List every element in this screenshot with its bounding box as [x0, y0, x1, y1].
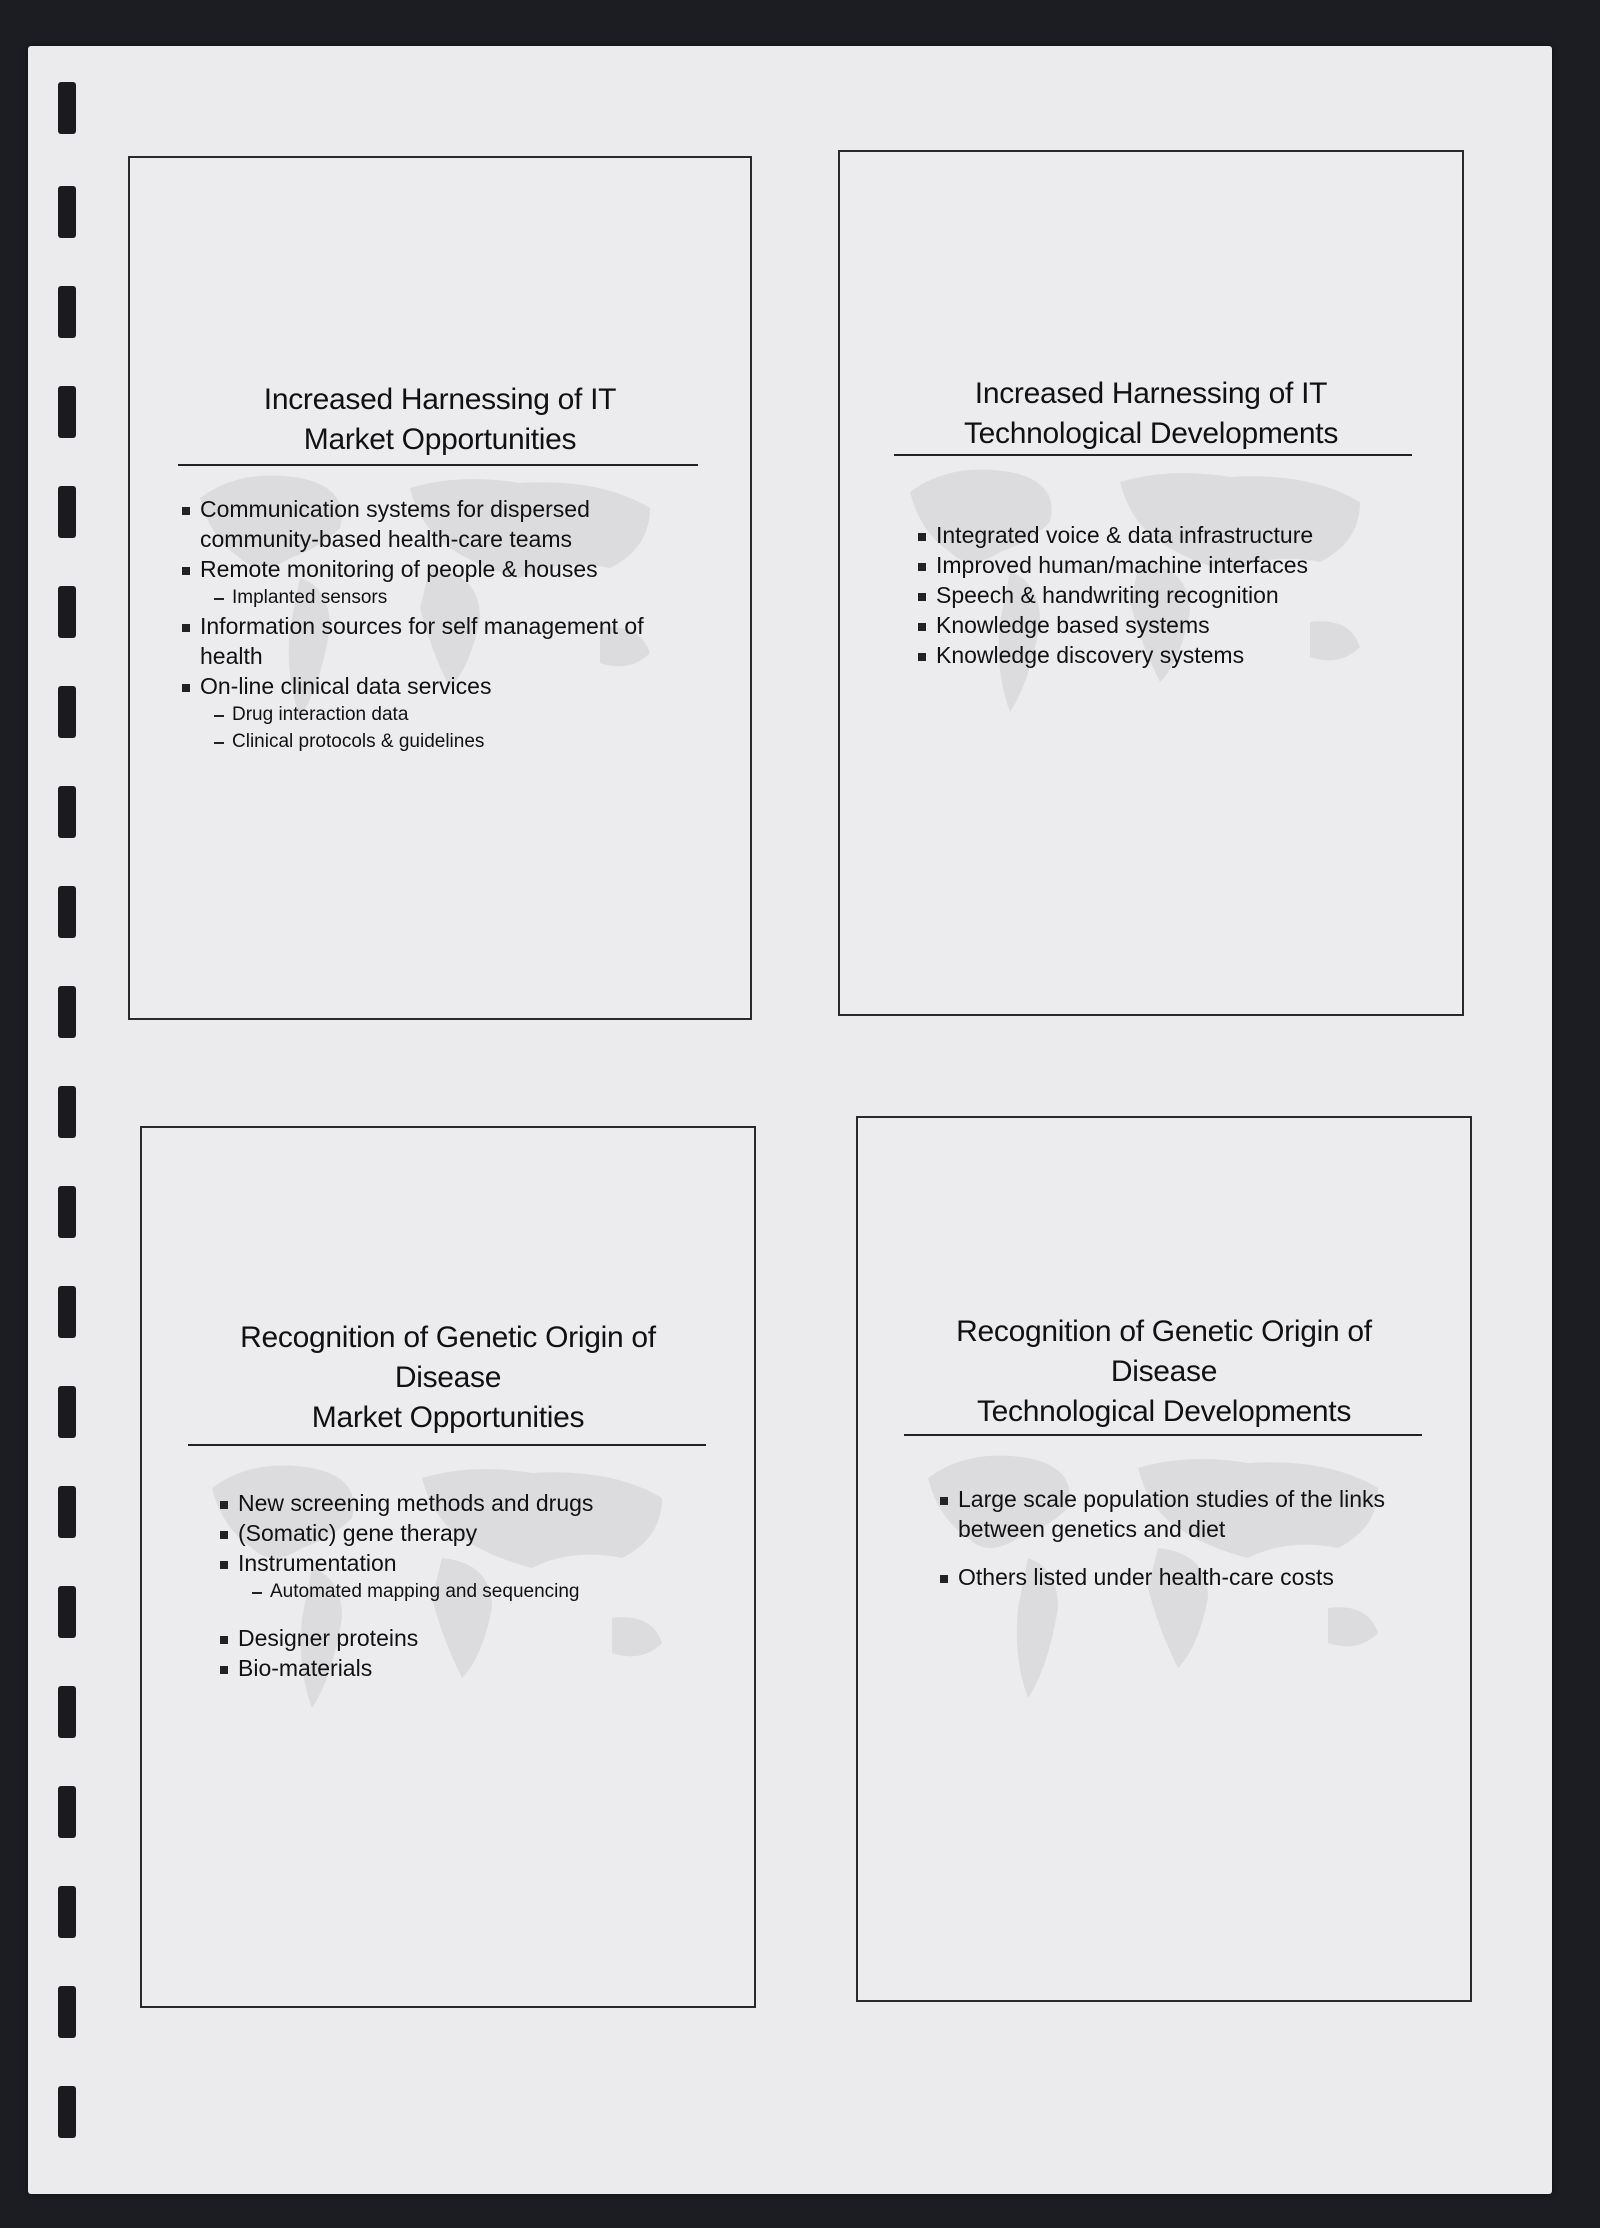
binder-hole — [58, 1086, 76, 1138]
list-item: Designer proteins — [218, 1623, 738, 1653]
list-subitem: Implanted sensors — [180, 584, 700, 611]
list-item: Integrated voice & data infrastructure — [916, 520, 1436, 550]
title-underline — [894, 454, 1412, 456]
binder-hole — [58, 986, 76, 1038]
title-line: Disease — [1110, 1355, 1218, 1388]
binder-hole — [58, 286, 76, 338]
binder-hole — [58, 486, 76, 538]
binder-hole — [58, 1286, 76, 1338]
binder-hole — [58, 1386, 76, 1438]
list-item: (Somatic) gene therapy — [218, 1518, 738, 1548]
title-line: Market Opportunities — [303, 423, 577, 456]
slide-2 — [838, 150, 1464, 1016]
slide-title — [142, 1318, 754, 1438]
binder-hole — [58, 1186, 76, 1238]
binder-hole — [58, 886, 76, 938]
list-item: Knowledge based systems — [916, 610, 1436, 640]
binder-hole — [58, 1886, 76, 1938]
binder-hole — [58, 186, 76, 238]
title-line: Technological Developments — [963, 417, 1339, 450]
list-item: Information sources for self management of health — [180, 611, 700, 671]
binder-hole — [58, 786, 76, 838]
list-item: On-line clinical data services — [180, 671, 700, 701]
title-line: Recognition of Genetic Origin of — [240, 1321, 656, 1354]
bullet-list — [180, 494, 700, 755]
title-underline — [178, 464, 698, 466]
list-item: Improved human/machine interfaces — [916, 550, 1436, 580]
list-item: Instrumentation — [218, 1548, 738, 1578]
list-item: Bio-materials — [218, 1653, 738, 1683]
list-item: Speech & handwriting recognition — [916, 580, 1436, 610]
title-line: Technological Developments — [976, 1395, 1352, 1428]
list-item: Large scale population studies of the links between genetics and diet — [938, 1484, 1438, 1544]
list-item: Knowledge discovery systems — [916, 640, 1436, 670]
slide-title — [840, 374, 1462, 454]
list-item: Communication systems for dispersed community-based health-care teams — [180, 494, 700, 554]
title-line: Increased Harnessing of IT — [263, 383, 617, 416]
slide-3 — [140, 1126, 756, 2008]
binder-hole — [58, 1486, 76, 1538]
slide-title — [130, 380, 750, 460]
bullet-list — [218, 1488, 738, 1683]
title-underline — [904, 1434, 1422, 1436]
binder-hole — [58, 1586, 76, 1638]
bullet-list — [938, 1484, 1438, 1592]
binder-hole — [58, 1986, 76, 2038]
bullet-list — [916, 520, 1436, 670]
title-line: Recognition of Genetic Origin of — [956, 1315, 1372, 1348]
binder-hole — [58, 586, 76, 638]
slide-4 — [856, 1116, 1472, 2002]
binder-hole — [58, 1686, 76, 1738]
binder-hole — [58, 2086, 76, 2138]
slide-title — [858, 1312, 1470, 1432]
slide-1 — [128, 156, 752, 1020]
list-item: Remote monitoring of people & houses — [180, 554, 700, 584]
list-item: Others listed under health-care costs — [938, 1562, 1438, 1592]
binder-hole — [58, 82, 76, 134]
title-line: Disease — [394, 1361, 502, 1394]
binder-hole — [58, 1786, 76, 1838]
list-subitem: Drug interaction data — [180, 701, 700, 728]
title-line: Increased Harnessing of IT — [974, 377, 1328, 410]
title-underline — [188, 1444, 706, 1446]
binder-hole — [58, 686, 76, 738]
list-subitem: Clinical protocols & guidelines — [180, 728, 700, 755]
title-line: Market Opportunities — [311, 1401, 585, 1434]
list-subitem: Automated mapping and sequencing — [218, 1578, 738, 1605]
list-item: New screening methods and drugs — [218, 1488, 738, 1518]
binder-hole — [58, 386, 76, 438]
